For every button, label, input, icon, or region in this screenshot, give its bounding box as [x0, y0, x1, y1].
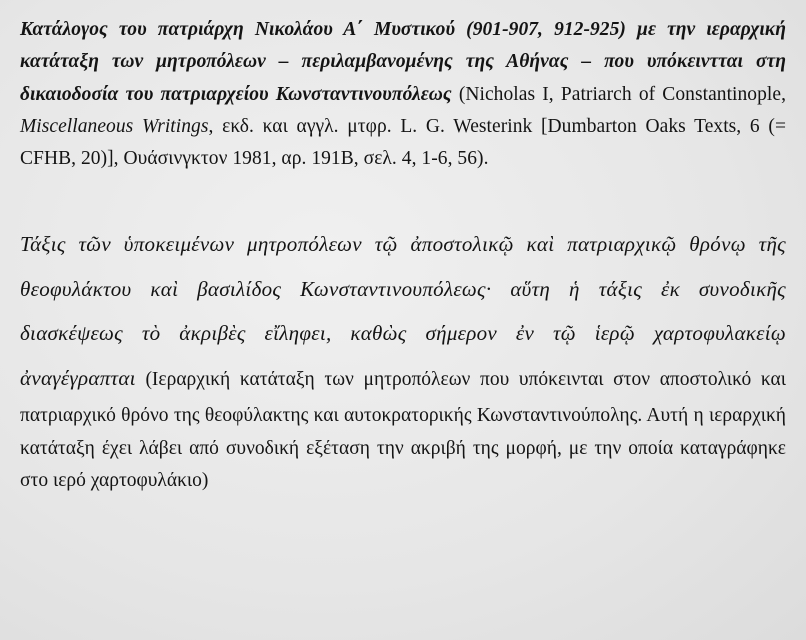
- citation-source-prefix: (Nicholas I, Patriarch of Constantinople,: [458, 83, 787, 105]
- excerpt-translation: (Ιεραρχική κατάταξη των μητροπόλεων που υπόκεινται στον αποστολικό και πατριαρχικό θρόνο της θεοφύλακτης και αυτοκρατορικής Κωνσταντινούπολης. Αυτή η ιεραρχική κατάταξη έχει λάβει από συνοδική εξέταση την ακριβή της μορφή, με την οποία καταγράφηκε στο ιερό χαρτοφυλάκιο): [20, 368, 786, 492]
- citation-source-work: Miscellaneous Writings: [20, 115, 209, 137]
- citation-source-suffix: , εκδ. και αγγλ. μτφρ. L. G. Westerink [Dumbarton Oaks Texts, 6 (= CFHB, 20)], Ουάσινγκτον 1981, αρ. 191B, σελ. 4, 1-6, 56).: [20, 115, 786, 170]
- citation-title: Κατάλογος του πατριάρχη Νικολάου Α΄ Μυστικού (901-907, 912-925) με την ιεραρχική κατάταξη των μητροπόλεων – περιλαμβανομένης της Αθήνας – που υπόκειντται στη δικαιοδοσία του πατριαρχείου Κωνσταντινουπόλεως: [20, 19, 786, 105]
- excerpt-greek-text: Τάξις τῶν ὑποκειμένων μητροπόλεων τῷ ἀποστολικῷ καὶ πατριαρχικῷ θρόνῳ τῆς θεοφυλάκτου καὶ βασιλίδος Κωνσταντινουπόλεως· αὕτη ἡ τάξις ἐκ συνοδικῆς διασκέψεως τὸ ἀκριβὲς εἴληφει, καθὼς σήμερον ἐν τῷ ἱερῷ χαρτοφυλακείῳ ἀναγέγραπται: [20, 232, 786, 390]
- citation-paragraph: [20, 14, 786, 175]
- excerpt-paragraph: [20, 222, 786, 498]
